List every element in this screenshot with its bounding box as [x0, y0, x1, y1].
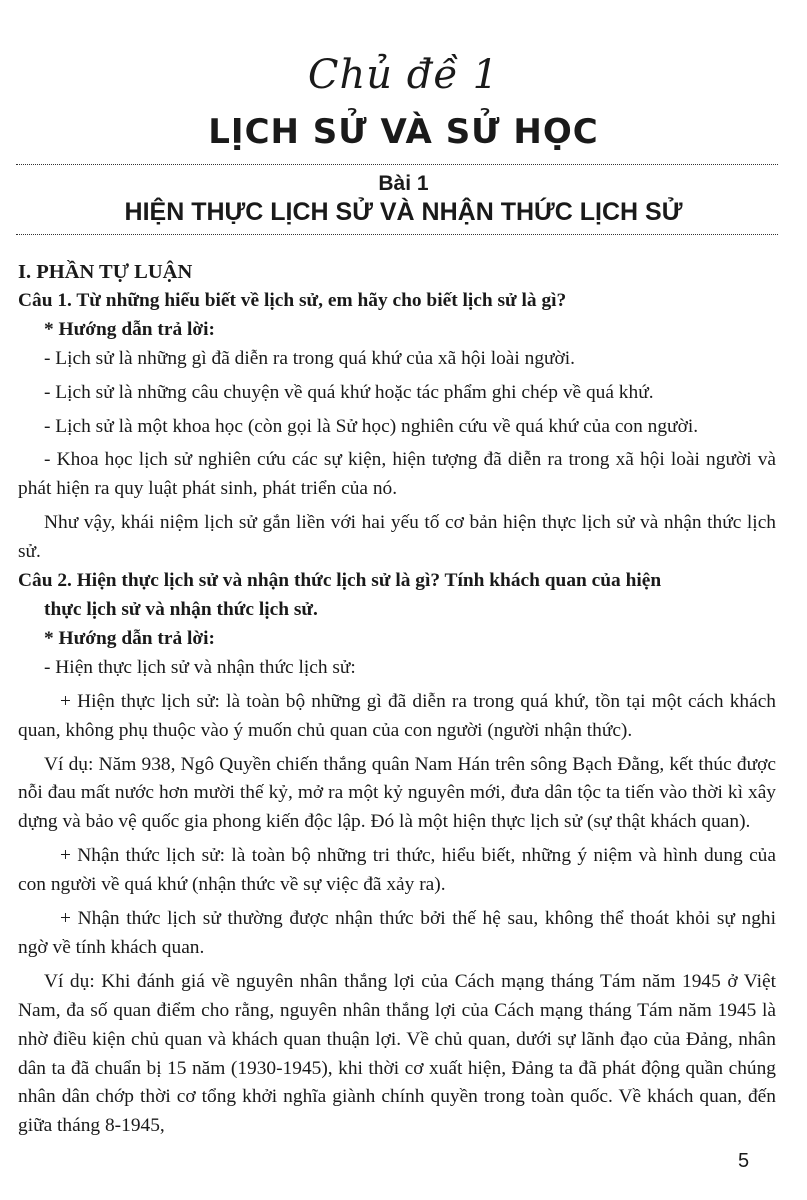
paragraph: - Lịch sử là một khoa học (còn gọi là Sử học) nghiên cứu về quá khứ của con người. — [44, 415, 699, 437]
section-heading: I. PHẦN TỰ LUẬN — [18, 261, 193, 283]
lesson-number: Bài 1 — [378, 172, 429, 195]
answer-guide-2: * Hướng dẫn trả lời: — [44, 627, 216, 649]
topic-heading: Chủ đề 1 — [307, 52, 500, 98]
page-body — [18, 258, 776, 1141]
paragraph: Ví dụ: Khi đánh giá về nguyên nhân thắng lợi của Cách mạng tháng Tám năm 1945 ở Việt Nam, đa số quan điểm cho rằng, nguyên nhân thắng lợi của Cách mạng tháng Tám năm 1945 là nhờ điều kiện chủ quan và khách quan thuận lợi. Về chủ quan, dưới sự lãnh đạo của Đảng, nhân dân ta đã chuẩn bị 15 năm (1930-1945), khi thời cơ xuất hiện, Đảng ta đã phát động quần chúng nhân dân chớp thời cơ tổng khởi nghĩa giành chính quyền trong toàn quốc. Về khách quan, đến giữa tháng 8-1945, — [18, 970, 776, 1137]
paragraph: - Hiện thực lịch sử và nhận thức lịch sử: — [44, 656, 356, 678]
paragraph: + Nhận thức lịch sử thường được nhận thức bởi thế hệ sau, không thể thoát khỏi sự nghi ngờ về tính khách quan. — [18, 908, 776, 958]
page-number: 5 — [738, 1150, 750, 1172]
paragraph: + Nhận thức lịch sử: là toàn bộ những tri thức, hiểu biết, những ý niệm và hình dung của con người về quá khứ (nhận thức về sự việc đã xảy ra). — [18, 845, 776, 896]
question-1: Câu 1. Từ những hiểu biết về lịch sử, em hãy cho biết lịch sử là gì? — [18, 289, 567, 311]
paragraph: + Hiện thực lịch sử: là toàn bộ những gì đã diễn ra trong quá khứ, tồn tại một cách khách quan, không phụ thuộc vào ý muốn chủ quan của con người (người nhận thức). — [18, 690, 776, 741]
question-2-line-2: thực lịch sử và nhận thức lịch sử. — [44, 598, 318, 620]
paragraph: Ví dụ: Năm 938, Ngô Quyền chiến thắng quân Nam Hán trên sông Bạch Đằng, kết thúc được nỗi đau mất nước hơn mười thế kỷ, mở ra một kỷ nguyên mới, đưa dân tộc ta tiến vào thời kì xây dựng và bảo vệ quốc gia phong kiến độc lập. Đó là một hiện thực lịch sử (sự thật khách quan). — [18, 753, 776, 833]
paragraph: - Khoa học lịch sử nghiên cứu các sự kiện, hiện tượng đã diễn ra trong xã hội loài người và phát hiện ra quy luật phát sinh, phát triển của nó. — [18, 449, 776, 500]
divider-top — [16, 164, 778, 165]
chapter-title: LỊCH SỬ VÀ SỬ HỌC — [208, 112, 599, 152]
paragraph: - Lịch sử là những gì đã diễn ra trong quá khứ của xã hội loài người. — [44, 347, 576, 369]
answer-guide-1: * Hướng dẫn trả lời: — [44, 318, 216, 340]
paragraph: - Lịch sử là những câu chuyện về quá khứ hoặc tác phẩm ghi chép về quá khứ. — [44, 381, 654, 403]
question-2-line-1: Câu 2. Hiện thực lịch sử và nhận thức lịch sử là gì? Tính khách quan của hiện — [18, 570, 662, 592]
divider-bottom — [16, 234, 778, 235]
paragraph: Như vậy, khái niệm lịch sử gắn liền với hai yếu tố cơ bản hiện thực lịch sử và nhận thức lịch sử. — [18, 512, 776, 563]
lesson-title: HIỆN THỰC LỊCH SỬ VÀ NHẬN THỨC LỊCH SỬ — [124, 198, 683, 226]
